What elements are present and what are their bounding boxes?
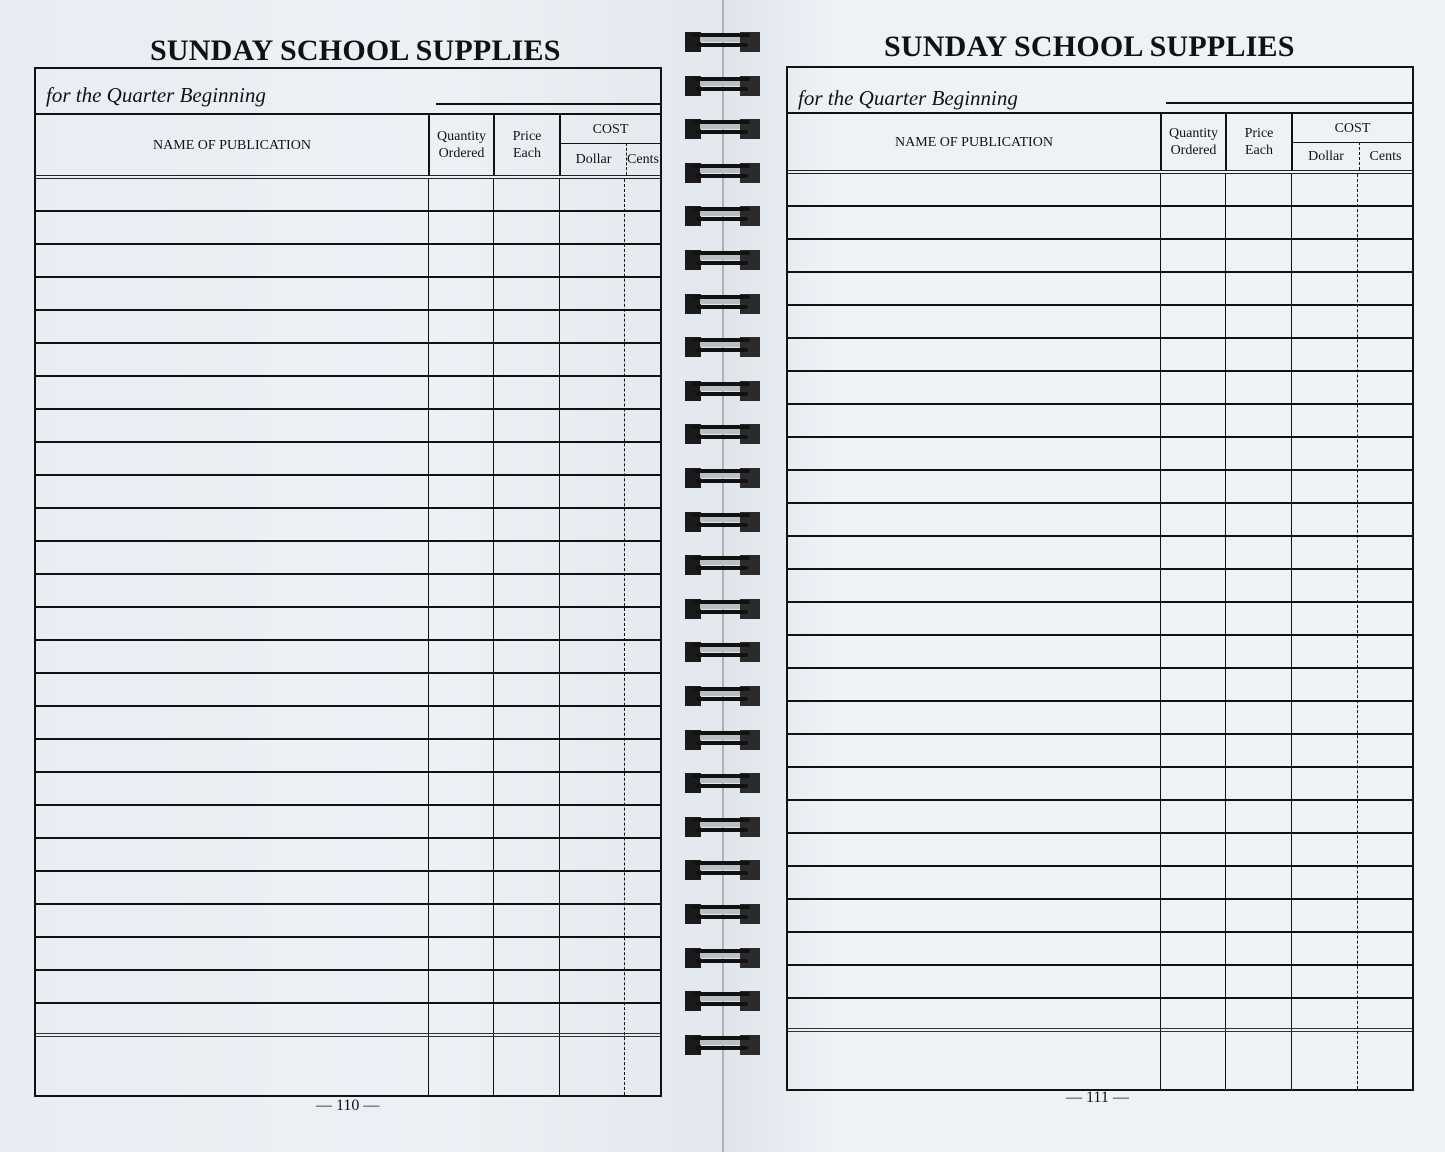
quarter-band [788,68,1412,114]
entry-row[interactable] [36,476,660,509]
entry-row[interactable] [36,872,660,905]
entry-rows [788,174,1412,1089]
entry-row[interactable] [36,212,660,245]
entry-row[interactable] [788,339,1412,372]
quarter-band [36,69,660,115]
spiral-coil-icon [682,597,762,619]
entry-row[interactable] [36,311,660,344]
page-number: — 110 — [316,1097,380,1114]
spiral-coil-icon [682,946,762,968]
header-dollar: Dollar [575,151,612,167]
entry-row[interactable] [36,641,660,674]
spiral-coil-icon [682,161,762,183]
header-cost [1291,114,1412,170]
entry-row[interactable] [788,306,1412,339]
entry-row[interactable] [36,542,660,575]
entry-row[interactable] [788,966,1412,999]
spiral-coil-icon [682,728,762,750]
entry-row[interactable] [788,867,1412,900]
entry-row[interactable] [36,740,660,773]
entry-row[interactable] [36,773,660,806]
spiral-coil-icon [682,1033,762,1055]
column-header [36,115,660,179]
entry-row[interactable] [788,405,1412,438]
quarter-label: for the Quarter Beginning [798,86,1018,110]
quarter-label: for the Quarter Beginning [46,83,266,107]
entry-row[interactable] [36,179,660,212]
header-quantity-ordered: Quantity Ordered [428,115,493,175]
entry-row[interactable] [36,839,660,872]
entry-row[interactable] [788,900,1412,933]
entry-row[interactable] [36,971,660,1004]
entry-row[interactable] [36,608,660,641]
total-row[interactable] [788,1032,1412,1089]
spiral-coil-icon [682,466,762,488]
supplies-form-right [786,66,1414,1091]
supplies-form-left [34,67,662,1097]
entry-row[interactable] [788,999,1412,1032]
spiral-coil-icon [682,30,762,52]
entry-row[interactable] [788,537,1412,570]
entry-row[interactable] [788,702,1412,735]
spiral-coil-icon [682,292,762,314]
spiral-coil-icon [682,204,762,226]
header-cost [559,115,660,175]
header-name-of-publication: NAME OF PUBLICATION [895,134,1053,150]
column-header [788,114,1412,174]
header-cents: Cents [627,151,659,167]
spiral-coil-icon [682,640,762,662]
entry-row[interactable] [788,372,1412,405]
entry-row[interactable] [36,443,660,476]
entry-row[interactable] [788,438,1412,471]
spiral-coil-icon [682,553,762,575]
entry-row[interactable] [36,377,660,410]
spiral-coil-icon [682,510,762,532]
entry-row[interactable] [36,575,660,608]
page-title: SUNDAY SCHOOL SUPPLIES [884,30,1295,63]
spiral-coil-icon [682,858,762,880]
entry-row[interactable] [788,735,1412,768]
spiral-coil-icon [682,422,762,444]
header-cost-label: COST [1293,114,1412,143]
entry-row[interactable] [788,834,1412,867]
header-quantity-ordered: Quantity Ordered [1160,114,1225,170]
entry-row[interactable] [788,273,1412,306]
entry-row[interactable] [36,905,660,938]
quarter-date-field[interactable] [1166,102,1412,104]
entry-row[interactable] [788,603,1412,636]
quarter-date-field[interactable] [436,103,660,105]
total-row[interactable] [36,1037,660,1095]
entry-row[interactable] [788,504,1412,537]
entry-row[interactable] [36,245,660,278]
entry-row[interactable] [788,636,1412,669]
entry-row[interactable] [36,806,660,839]
entry-row[interactable] [36,707,660,740]
header-dollar: Dollar [1308,148,1344,164]
entry-row[interactable] [788,471,1412,504]
entry-rows [36,179,660,1095]
entry-row[interactable] [36,410,660,443]
entry-row[interactable] [36,674,660,707]
entry-row[interactable] [788,570,1412,603]
spiral-coil-icon [682,74,762,96]
spiral-coil-icon [682,771,762,793]
entry-row[interactable] [788,240,1412,273]
spiral-binding [682,30,768,1110]
entry-row[interactable] [36,509,660,542]
entry-row[interactable] [788,768,1412,801]
spiral-coil-icon [682,248,762,270]
spiral-coil-icon [682,902,762,924]
spiral-coil-icon [682,117,762,139]
header-cents: Cents [1369,148,1402,164]
spiral-coil-icon [682,379,762,401]
entry-row[interactable] [36,278,660,311]
entry-row[interactable] [788,801,1412,834]
spiral-coil-icon [682,815,762,837]
page-number: — 111 — [1066,1089,1129,1106]
spiral-coil-icon [682,684,762,706]
entry-row[interactable] [788,669,1412,702]
entry-row[interactable] [36,1004,660,1037]
header-cost-label: COST [561,115,660,144]
entry-row[interactable] [788,174,1412,207]
entry-row[interactable] [36,938,660,971]
entry-row[interactable] [36,344,660,377]
header-price-each: Price Each [493,115,559,175]
spiral-coil-icon [682,335,762,357]
page-title: SUNDAY SCHOOL SUPPLIES [150,34,561,67]
header-price-each: Price Each [1225,114,1291,170]
header-name-of-publication: NAME OF PUBLICATION [153,137,311,153]
entry-row[interactable] [788,207,1412,240]
entry-row[interactable] [788,933,1412,966]
spiral-coil-icon [682,989,762,1011]
